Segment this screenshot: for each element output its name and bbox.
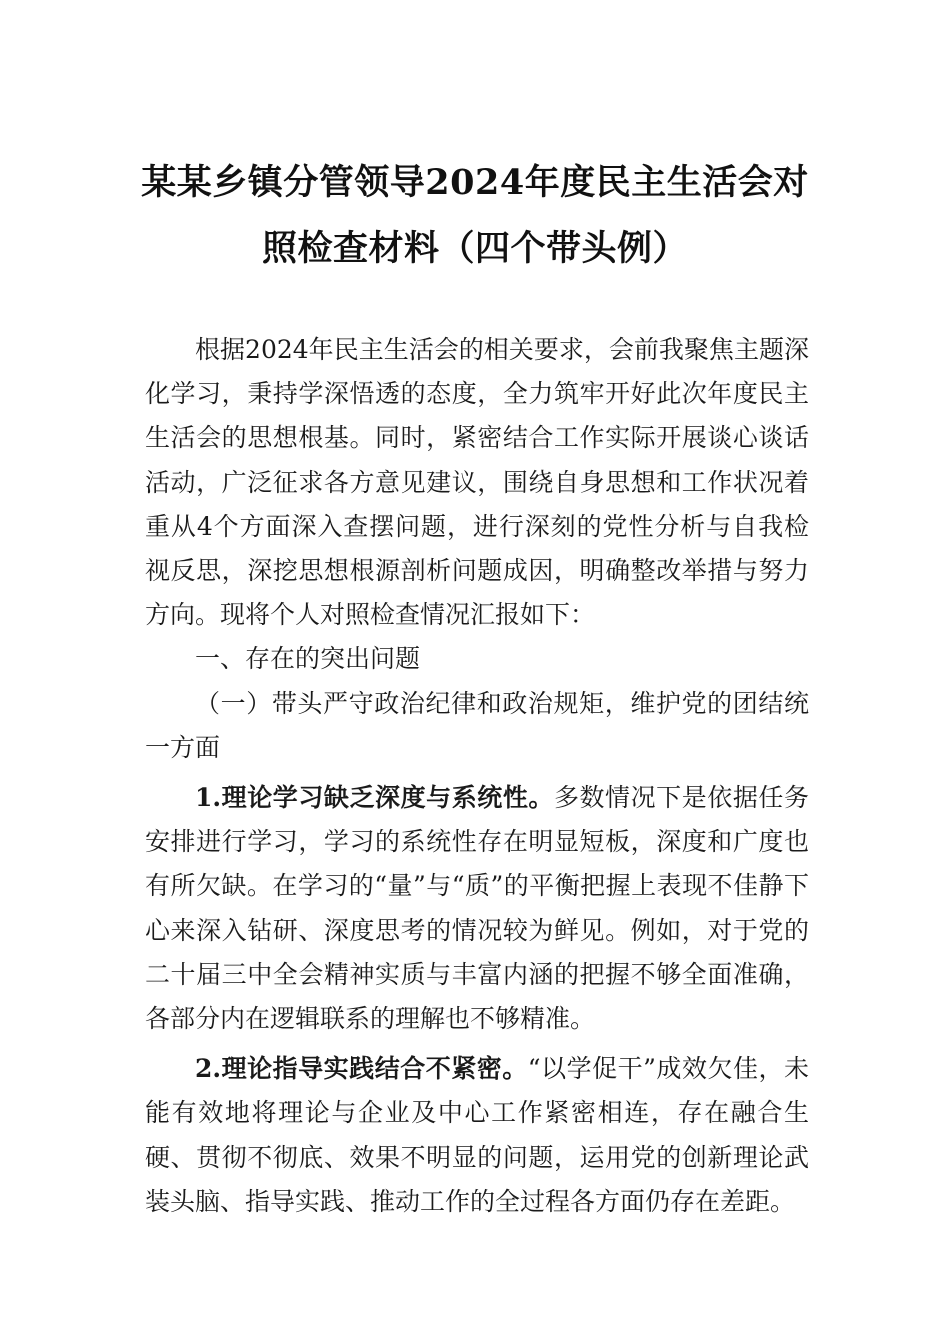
item-1-lead: 1.理论学习缺乏深度与系统性。	[195, 783, 554, 813]
item-paragraph-2	[145, 1047, 809, 1224]
item-2-text: “以学促干”成效欠佳，未能有效地将理论与企业及中心工作紧密相连，存在融合生硬、贯彻不彻底、效果不明显的问题，运用党的创新理论武装头脑、指导实践、推动工作的全过程各方面仍存在差距。	[145, 1054, 809, 1216]
document-body	[145, 328, 809, 1224]
title-line-2: 照检查材料（四个带头例）	[261, 228, 688, 269]
title-line-1: 某某乡镇分管领导2024年度民主生活会对	[141, 162, 809, 203]
item-2-lead: 2.理论指导实践结合不紧密。	[195, 1054, 528, 1084]
item-1-text: 多数情况下是依据任务安排进行学习，学习的系统性存在明显短板，深度和广度也有所欠缺。在学习的“量”与“质”的平衡把握上表现不佳静下心来深入钻研、深度思考的情况较为鲜见。例如，对于党的二十届三中全会精神实质与丰富内涵的把握不够全面准确，各部分内在逻辑联系的理解也不够精准。	[145, 783, 809, 1034]
section-heading: 一、存在的突出问题	[195, 644, 421, 674]
item-paragraph-1	[145, 776, 809, 1041]
subsection-heading: （一）带头严守政治纪律和政治规矩，维护党的团结统一方面	[145, 688, 809, 762]
document-title	[140, 150, 810, 282]
intro-paragraph: 根据2024年民主生活会的相关要求，会前我聚焦主题深化学习，秉持学深悟透的态度，全力筑牢开好此次年度民主生活会的思想根基。同时，紧密结合工作实际开展谈心谈话活动，广泛征求各方意见建议，围绕自身思想和工作状况着重从4个方面深入查摆问题，进行深刻的党性分析与自我检视反思，深挖思想根源剖析问题成因，明确整改举措与努力方向。现将个人对照检查情况汇报如下：	[145, 335, 809, 630]
